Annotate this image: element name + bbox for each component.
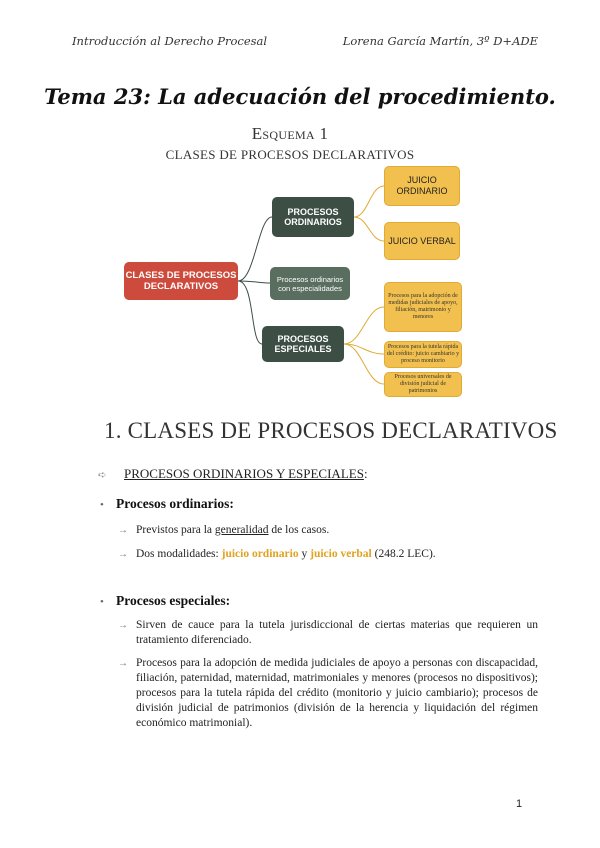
scheme-title: Esquema 1: [251, 124, 329, 143]
node-juicio-verbal: JUICIO VERBAL: [384, 222, 460, 260]
connector-ord-jo: [354, 186, 384, 217]
ordinarios-label: Procesos ordinarios:: [116, 496, 234, 511]
connector-esp-s1: [344, 307, 384, 344]
arrow-right-icon: →: [118, 525, 128, 536]
text-part: y: [298, 548, 311, 560]
connector-esp-s3: [344, 344, 384, 384]
scheme-subtitle: CLASES DE PROCESOS DECLARATIVOS: [165, 147, 415, 162]
node-especial-apoyo: Procesos para la adopción de medidas judiciales de apoyo, filiación, matrimonio y menores: [384, 282, 462, 332]
arrow-right-icon: →: [118, 549, 128, 560]
ordinarios-bullet: [100, 496, 234, 512]
node-root: CLASES DE PROCESOS DECLARATIVOS: [124, 262, 238, 300]
underlined-term: generalidad: [214, 524, 269, 536]
connector-root-especiales: [238, 281, 262, 344]
bullet-dot-icon: •: [100, 596, 104, 608]
node-procesos-ordinarios: PROCESOS ORDINARIOS: [272, 197, 354, 237]
connector-root-ordinarios: [238, 217, 272, 281]
header-left: Introducción al Derecho Procesal: [72, 34, 268, 48]
text-part: Dos modalidades:: [136, 548, 222, 560]
especiales-item-1: [118, 618, 538, 648]
ordinarios-item-1: [118, 523, 538, 538]
bullet-dot-icon: •: [100, 499, 104, 511]
text-part: Previstos para la: [136, 524, 215, 536]
node-ordinarios-especialidades: Procesos ordinarios con especialidades: [270, 267, 350, 300]
especiales-bullet: [100, 593, 230, 609]
especiales-item-1-text: Sirven de cauce para la tutela jurisdiccional de ciertas materias que requieren un tratamiento diferenciado.: [136, 619, 538, 646]
especiales-label: Procesos especiales:: [116, 593, 231, 608]
arrow-right-icon: →: [118, 620, 128, 631]
connector-ord-jv: [354, 217, 384, 241]
arrow-right-icon: →: [118, 658, 128, 669]
arrow-bullet-icon: ➪: [98, 470, 107, 481]
subheading: [124, 466, 368, 482]
especiales-item-2: [118, 656, 538, 731]
subheading-row: [98, 466, 368, 482]
ordinarios-item-2-text: [136, 547, 538, 562]
ordinarios-item-1-text: [136, 523, 538, 538]
especiales-item-2-text: Procesos para la adopción de medida judiciales de apoyo a personas con discapacidad, filiación, paternidad, maternidad, matrimoniales y menores (procesos no dispositivos); procesos para la tutela rápida del crédito (monitorio y juicio cambiario); procesos de división judicial de patrimonios (división de la herencia y liquidación del régimen económico matrimonial).: [136, 657, 538, 729]
highlight-juicio-verbal: juicio verbal: [310, 548, 372, 560]
ordinarios-item-2: [118, 547, 538, 562]
header-right: Lorena García Martín, 3º D+ADE: [342, 34, 538, 48]
node-especial-patrimonios: Procesos universales de división judicial de patrimonios: [384, 372, 462, 397]
scheme-diagram: [0, 0, 600, 400]
node-especial-credito: Procesos para la tutela rápida del crédito: juicio cambiario y proceso monitorio: [384, 341, 462, 368]
highlight-juicio-ordinario: juicio ordinario: [221, 548, 299, 560]
section-heading: 1. CLASES DE PROCESOS DECLARATIVOS: [104, 418, 558, 443]
page-number: 1: [516, 798, 523, 810]
text-part: de los casos.: [268, 524, 330, 536]
text-part: (248.2 LEC).: [371, 548, 436, 560]
subheading-text: PROCESOS ORDINARIOS Y ESPECIALES: [124, 466, 364, 481]
node-juicio-ordinario: JUICIO ORDINARIO: [384, 166, 460, 206]
page-title: Tema 23: La adecuación del procedimiento.: [44, 84, 556, 109]
node-procesos-especiales: PROCESOS ESPECIALES: [262, 326, 344, 362]
subheading-suffix: :: [363, 466, 368, 481]
